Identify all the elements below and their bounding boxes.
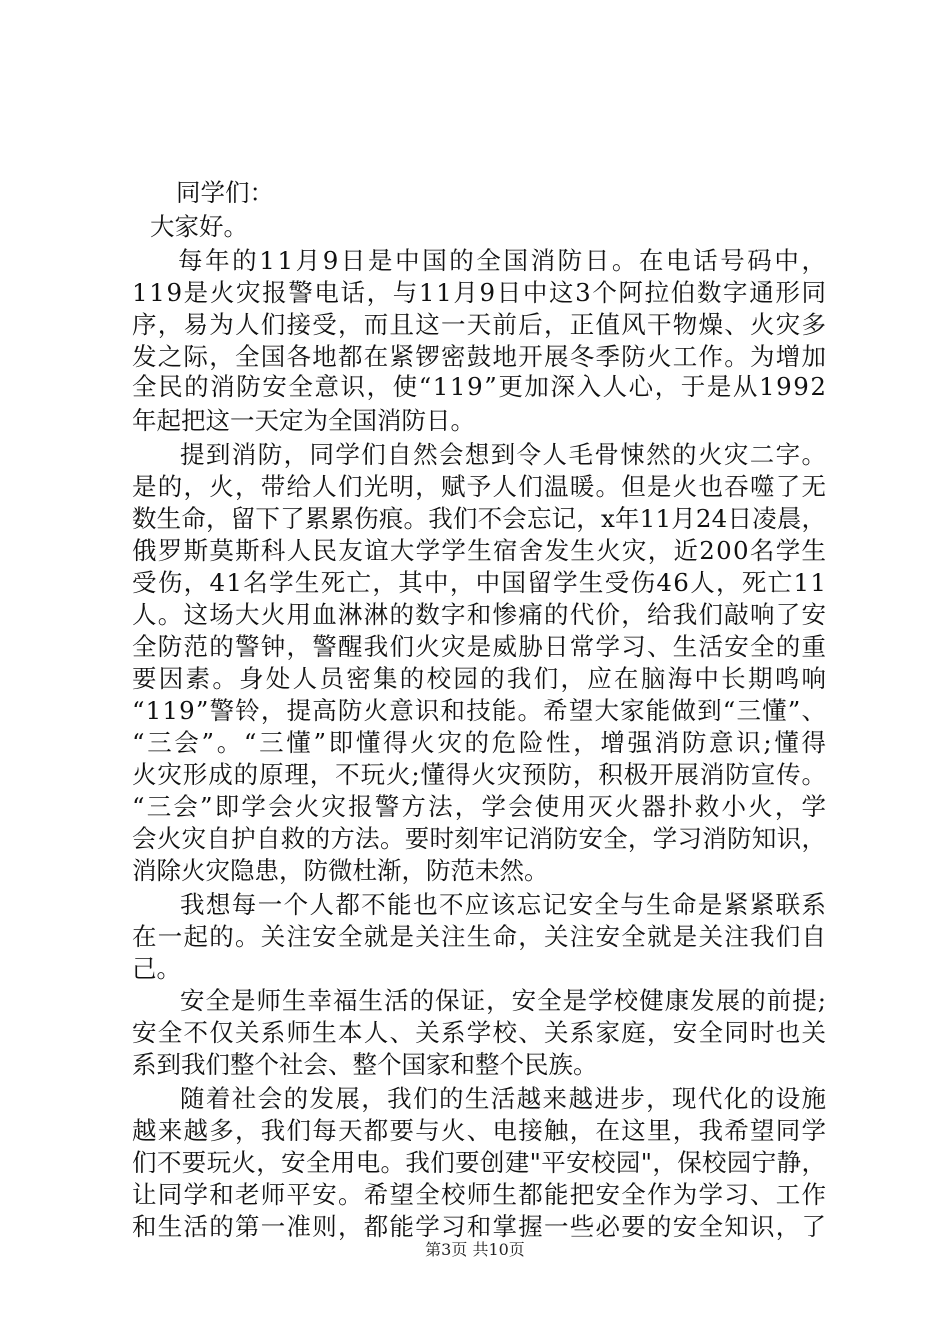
text-line: “三会”即学会火灾报警方法，学会使用灭火器扑救小火，学 [132,792,829,821]
text-line: 随着社会的发展，我们的生活越来越进步，现代化的设施 [180,1084,828,1113]
text-line: 在一起的。关注安全就是关注生命，关注安全就是关注我们自 [132,922,828,951]
text-line: 受伤，41名学生死亡，其中，中国留学生受伤46人，死亡11 [132,568,828,597]
text-line: 们不要玩火，安全用电。我们要创建"平安校园"，保校园宁静， [132,1148,827,1177]
text-line: 人。这场大火用血淋淋的数字和惨痛的代价，给我们敲响了安 [132,600,828,629]
text-line: 提到消防，同学们自然会想到令人毛骨悚然的火灾二字。 [180,440,828,469]
text-line: 会火灾自护自救的方法。要时刻牢记消防安全，学习消防知识， [132,824,827,853]
text-line: 己。 [132,954,181,983]
text-line: 俄罗斯莫斯科人民友谊大学学生宿舍发生火灾，近200名学生 [132,536,828,565]
text-line: 大家好。 [150,212,248,241]
text-line: 是的，火，带给人们光明，赋予人们温暖。但是火也吞噬了无 [132,472,828,501]
text-line: “119”警铃，提高防火意识和技能。希望大家能做到“三懂”、 [132,696,828,725]
text-line: 消除火灾隐患，防微杜渐，防范未然。 [132,856,549,885]
text-line: 数生命，留下了累累伤痕。我们不会忘记，x年11月24日凌晨， [132,504,827,533]
text-line: 要因素。身处人员密集的校园的我们，应在脑海中长期鸣响 [132,664,829,693]
text-line: 安全不仅关系师生本人、关系学校、关系家庭，安全同时也关 [132,1018,828,1047]
text-line: 年起把这一天定为全国消防日。 [132,406,475,435]
text-line: 安全是师生幸福生活的保证，安全是学校健康发展的前提; [180,986,827,1015]
text-line: 发之际，全国各地都在紧锣密鼓地开展冬季防火工作。为增加 [132,342,828,371]
text-line: 系到我们整个社会、整个国家和整个民族。 [132,1050,598,1079]
text-line: “三会”。“三懂”即懂得火灾的危险性，增强消防意识;懂得 [132,728,829,757]
text-line: 每年的11月9日是中国的全国消防日。在电话号码中， [178,246,829,275]
text-line: 119是火灾报警电话，与11月9日中这3个阿拉伯数字通形同 [132,278,828,307]
text-line: 同学们： [176,178,274,207]
text-line: 让同学和老师平安。希望全校师生都能把安全作为学习、工作 [132,1180,828,1209]
text-line: 火灾形成的原理，不玩火;懂得火灾预防，积极开展消防宣传。 [132,760,827,789]
text-line: 序，易为人们接受，而且这一天前后，正值风干物燥、火灾多 [132,310,828,339]
page-number-footer: 第3页 共10页 [425,1240,525,1259]
text-line: 全民的消防安全意识，使“119”更加深入人心，于是从1992 [132,372,828,401]
text-line: 全防范的警钟，警醒我们火灾是威胁日常学习、生活安全的重 [132,632,828,661]
text-line: 我想每一个人都不能也不应该忘记安全与生命是紧紧联系 [180,890,828,919]
text-line: 和生活的第一准则，都能学习和掌握一些必要的安全知识，了 [132,1212,828,1241]
text-line: 越来越多，我们每天都要与火、电接触，在这里，我希望同学 [132,1116,828,1145]
